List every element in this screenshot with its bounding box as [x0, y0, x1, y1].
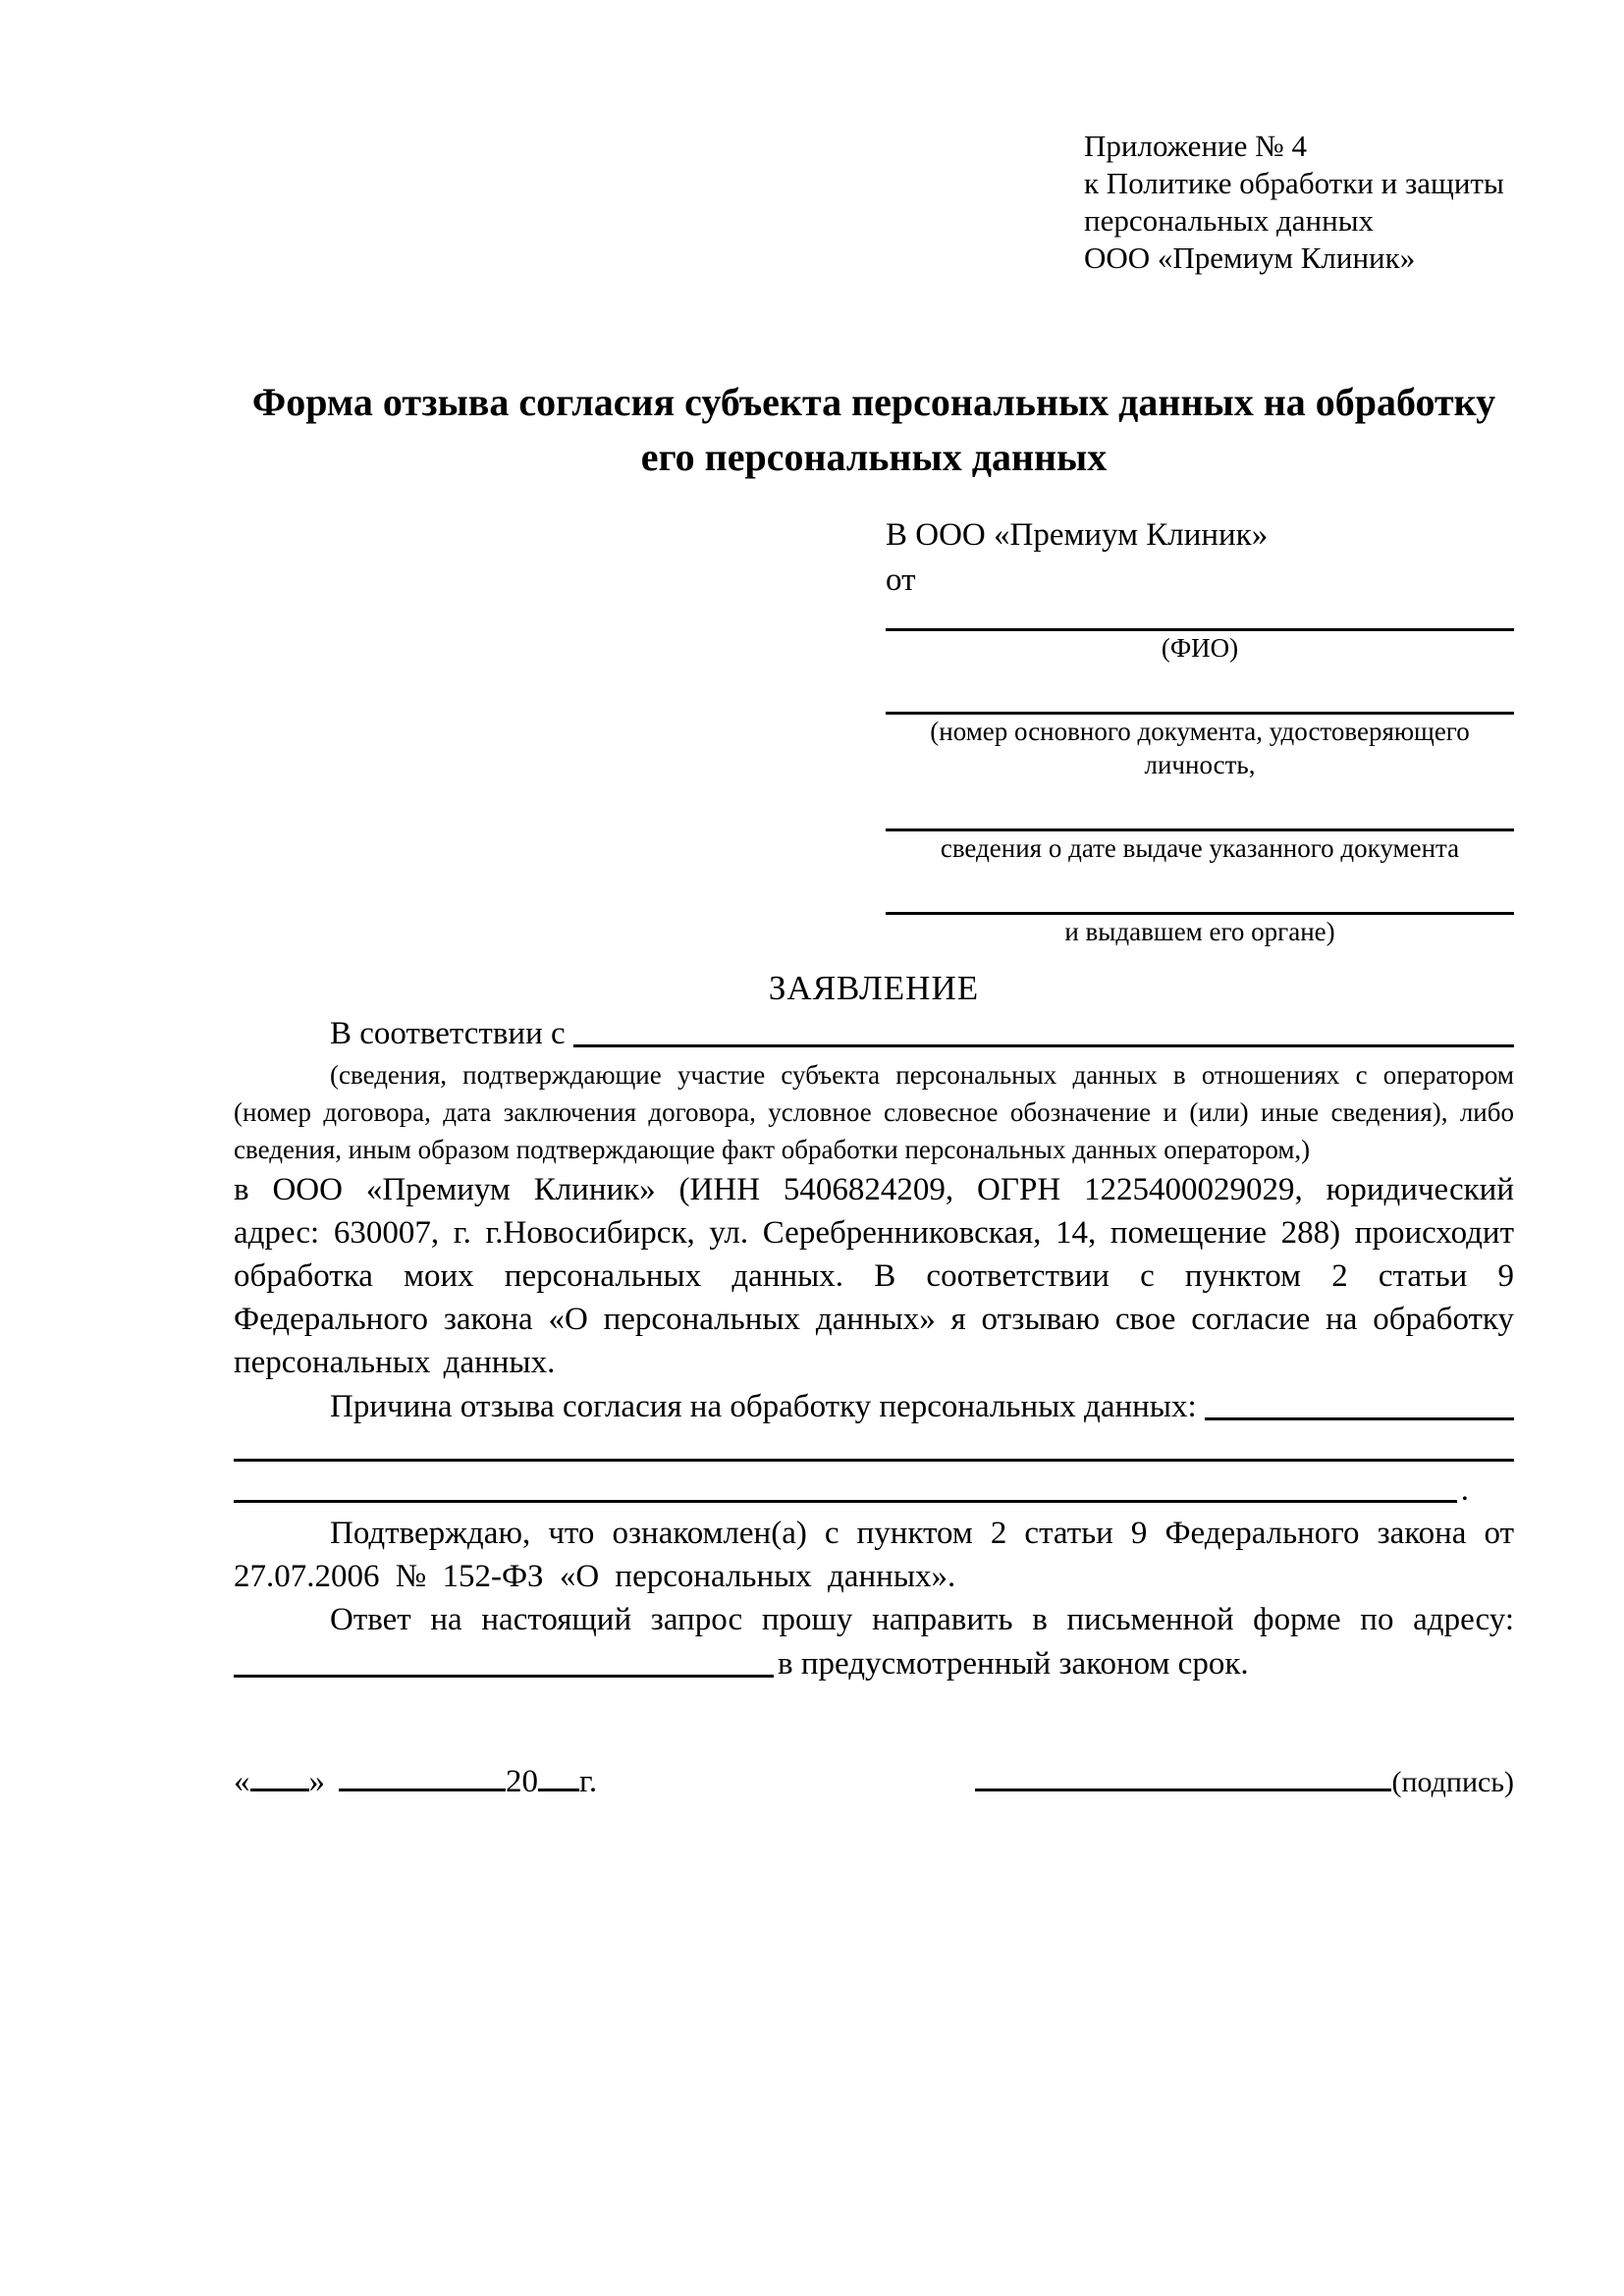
- issuer-blank-line: [886, 865, 1514, 915]
- fio-blank-line: [886, 603, 1514, 631]
- date-year-suffix: г.: [579, 1764, 598, 1799]
- reply-blank-line: [234, 1641, 774, 1678]
- fio-caption: (ФИО): [1161, 633, 1239, 663]
- reason-label: Причина отзыва согласия на обработку персональных данных:: [330, 1389, 1197, 1424]
- addressee-to: В ООО «Премиум Клиник»: [886, 517, 1269, 553]
- signature-caption: (подпись): [1391, 1766, 1514, 1798]
- issue-date-field: [886, 781, 1514, 865]
- body-paragraph: в ООО «Премиум Клиник» (ИНН 5406824209, ОГРН 1225400029029, юридический адрес: 630007, г. г.Новосибирск, ул. Серебренниковская, 14, помещение 288) происходит обработка моих персональных данных. В соответствии с пунктом 2 статьи 9 Федерального закона «О персональных данных» я отзываю свое согласие на обработку персональных данных.: [234, 1172, 1514, 1380]
- reply-address-line: [234, 1641, 1514, 1686]
- signature-area: [975, 1759, 1514, 1804]
- blank-line-1: [234, 1459, 1514, 1462]
- annex-line: к Политике обработки и защиты: [1084, 166, 1504, 200]
- issue-date-blank-line: [886, 781, 1514, 831]
- blank-line-period: .: [1460, 1472, 1469, 1508]
- date-line: [234, 1759, 597, 1803]
- reason-line: [234, 1384, 1514, 1429]
- addressee-from-label: от: [886, 562, 916, 598]
- date-year-blank-line: [538, 1759, 579, 1791]
- annex-line: ООО «Премиум Клиник»: [1084, 240, 1416, 275]
- annex-line: Приложение № 4: [1084, 129, 1307, 163]
- issue-date-caption: сведения о дате выдаче указанного документа: [940, 833, 1460, 863]
- addressee-block: [886, 512, 1514, 948]
- accordance-line: [234, 1011, 1514, 1056]
- blank-line-2: [234, 1500, 1457, 1503]
- note-text: (сведения, подтверждающие участие субъекта персональных данных в отношениях с оператором (номер договора, дата заключения договора, условное словесное обозначение и (или) иные сведения), либо сведения, иным образом подтверждающие факт обработки персональных данных оператором,): [234, 1060, 1514, 1164]
- reply-suffix: в предусмотренный законом срок.: [778, 1646, 1249, 1682]
- date-day-blank-line: [250, 1759, 309, 1791]
- reason-blank-line: [1205, 1384, 1514, 1420]
- doc-number-caption: (номер основного документа, удостоверяющего личность,: [930, 717, 1470, 779]
- form-title-line-1: Форма отзыва согласия субъекта персональных данных на обработку: [251, 380, 1496, 424]
- fio-field: [886, 603, 1514, 665]
- accordance-prefix: В соответствии с: [330, 1016, 566, 1051]
- date-signature-row: [234, 1759, 1514, 1804]
- issuer-caption: и выдавшем его органе): [1064, 917, 1335, 946]
- date-quote-close: »: [308, 1764, 325, 1799]
- date-month-blank-line: [339, 1759, 506, 1791]
- annex-block: [1084, 128, 1514, 277]
- issuer-field: [886, 865, 1514, 948]
- doc-number-blank-line: [886, 665, 1514, 715]
- annex-line: персональных данных: [1084, 203, 1375, 238]
- form-title-line-2: его персональных данных: [640, 435, 1108, 479]
- statement-heading: ЗАЯВЛЕНИЕ: [768, 969, 980, 1007]
- signature-blank-line: [975, 1759, 1391, 1791]
- date-quote-open: «: [234, 1764, 250, 1799]
- accordance-blank-line: [573, 1011, 1514, 1047]
- blank-line-row-2: [234, 1470, 1514, 1512]
- doc-number-field: [886, 665, 1514, 781]
- confirm-paragraph: Подтверждаю, что ознакомлен(а) с пунктом 2 статьи 9 Федерального закона от 27.07.2006 № 152-ФЗ «О персональных данных».: [234, 1516, 1514, 1594]
- reply-paragraph: Ответ на настоящий запрос прошу направить в письменной форме по адресу:: [330, 1602, 1514, 1637]
- blank-line-row-1: [234, 1429, 1514, 1470]
- form-title: [234, 375, 1514, 485]
- date-year-prefix: 20: [506, 1764, 538, 1799]
